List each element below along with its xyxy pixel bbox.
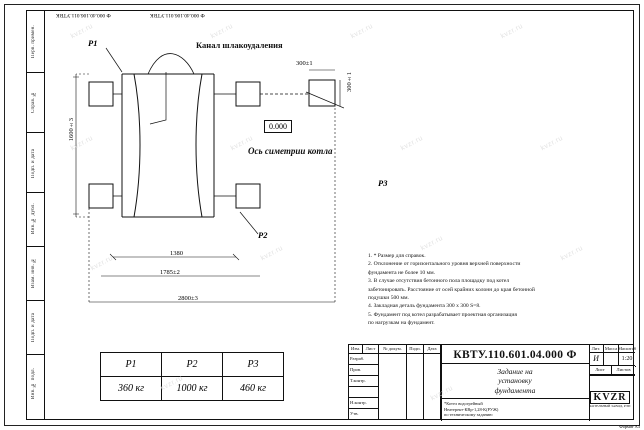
tb-title <box>441 364 589 398</box>
table-row-values <box>101 377 284 401</box>
logo-text: KVZR <box>590 391 631 404</box>
note-6: 4. Закладная деталь фундамента 300 х 300 S=8. <box>368 303 481 310</box>
watermark-13: kvzr.ru <box>159 374 185 393</box>
tb-sub-line-2: по техническому заданию <box>444 412 493 418</box>
dim-pad-height: 300±1 <box>346 72 353 92</box>
top-code-left: Ф 000.40.106.011.УТВК <box>56 12 111 18</box>
tb-lit-value: И <box>589 353 604 366</box>
dim-pad-width: 300±1 <box>296 60 313 67</box>
tb-row-tkontr: Т.контр. <box>349 376 379 387</box>
note-7: 5. Фундамент под котел разрабатывает проектная организация <box>368 311 517 318</box>
note-2: фундамента не более 10 мм. <box>368 269 436 276</box>
watermark-12: kvzr.ru <box>559 244 585 263</box>
watermark-1: kvzr.ru <box>69 22 95 41</box>
notes-block <box>368 252 618 328</box>
dim-1785: 1785±2 <box>160 269 180 276</box>
watermark-6: kvzr.ru <box>229 134 255 153</box>
note-5: подушки 500 мм. <box>368 294 409 301</box>
tb-title-line-0: Задание на <box>497 366 533 376</box>
tb-col-list: Лист <box>363 345 379 354</box>
tb-sheet-label: Лист <box>589 366 612 375</box>
watermark-10: kvzr.ru <box>259 244 285 263</box>
note-4: забетонировать. Расстояние от осей крайних колонн до края бетонной <box>368 286 535 293</box>
level-mark: 0.000 <box>264 120 292 133</box>
tb-row-razrab: Разраб. <box>349 354 379 365</box>
callout-p2: Р2 <box>258 230 268 240</box>
watermark-9: kvzr.ru <box>89 254 115 273</box>
watermark-4: kvzr.ru <box>499 22 525 41</box>
tb-col-docnum: № докум. <box>379 345 407 354</box>
tb-sheets-label: Листов <box>612 366 635 375</box>
tb-drawing-code: КВТУ.110.601.04.000 Ф <box>453 348 577 361</box>
tb-sub-line-0: *Котел водогрейный <box>444 400 483 406</box>
strip-label-5: Подп. и дата <box>31 312 36 342</box>
load-value-p2: 1000 кг <box>162 377 223 401</box>
tb-col-data: Дата <box>424 345 441 354</box>
tb-subtitle <box>441 399 592 420</box>
strip-label-1: Справ. № <box>31 90 36 114</box>
load-value-p1: 360 кг <box>101 377 162 401</box>
load-value-p3: 460 кг <box>223 377 284 401</box>
load-header-p2: Р2 <box>162 353 223 377</box>
strip-label-0: Перв. примен. <box>31 25 36 59</box>
tb-title-line-2: фундамента <box>494 385 536 395</box>
tb-row-blank <box>349 387 379 398</box>
watermark-14: kvzr.ru <box>429 384 455 403</box>
load-table <box>100 352 284 401</box>
strip-label-6: Инв. № подл. <box>31 367 36 399</box>
dim-height-left: 1600±3 <box>68 118 75 142</box>
note-1: 2. Отклонение от горизонтального уровня верхней поверхности <box>368 261 521 268</box>
strip-label-3: Инв. № дубл. <box>31 203 36 235</box>
tb-col-izm: Изм. <box>349 345 363 354</box>
note-0: 1. * Размер для справок. <box>368 253 426 259</box>
sheet-format-label: Формат А3 <box>619 424 640 429</box>
load-header-p1: Р1 <box>101 353 162 377</box>
watermark-3: kvzr.ru <box>349 22 375 41</box>
tb-row-utv: Утв. <box>349 409 379 420</box>
watermark-7: kvzr.ru <box>399 134 425 153</box>
tb-row-prov: Пров. <box>349 365 379 376</box>
logo-subtext: КОТЕЛЬНЫЙ ЗАВОД, РЭП <box>589 404 631 409</box>
title-block <box>348 344 637 420</box>
tb-row-nkontr: Н.контр. <box>349 398 379 409</box>
callout-p3: Р3 <box>378 178 388 188</box>
note-3: 3. В случае отсутствия бетонного пола площадку под котел <box>368 278 510 285</box>
table-row-header <box>101 353 284 377</box>
tb-scale-value: 1:20 <box>619 353 635 366</box>
watermark-11: kvzr.ru <box>419 234 445 253</box>
strip-label-2: Подп. и дата <box>31 148 36 178</box>
tb-scale-header: Масштаб <box>619 345 635 353</box>
watermark-2: kvzr.ru <box>209 22 235 41</box>
tb-mass-value <box>604 353 619 366</box>
tb-sub-line-1: Неатерект-КВр-1,28-К(РУЖ) <box>444 406 499 412</box>
load-header-p3: Р3 <box>223 353 284 377</box>
label-boiler-axis: Ось симетрии котла <box>248 146 333 156</box>
dim-2800: 2800±3 <box>178 295 198 302</box>
tb-title-line-1: установку <box>498 376 532 386</box>
label-slag-channel: Канал шлакоудаления <box>196 40 283 50</box>
tb-mass-header: Масса <box>604 345 619 353</box>
tb-col-podp: Подп. <box>407 345 424 354</box>
strip-label-4: Взам. инв. № <box>31 257 36 289</box>
watermark-5: kvzr.ru <box>69 134 95 153</box>
note-8: по нагрузкам на фундамент. <box>368 320 435 327</box>
watermark-8: kvzr.ru <box>539 134 565 153</box>
tb-lit-header: Лит. <box>589 345 604 353</box>
callout-p1: Р1 <box>88 38 98 48</box>
company-logo <box>589 390 631 410</box>
dim-1380: 1380 <box>170 250 183 257</box>
top-code-right: Ф 000.40.106.011.УТВК <box>150 12 205 18</box>
